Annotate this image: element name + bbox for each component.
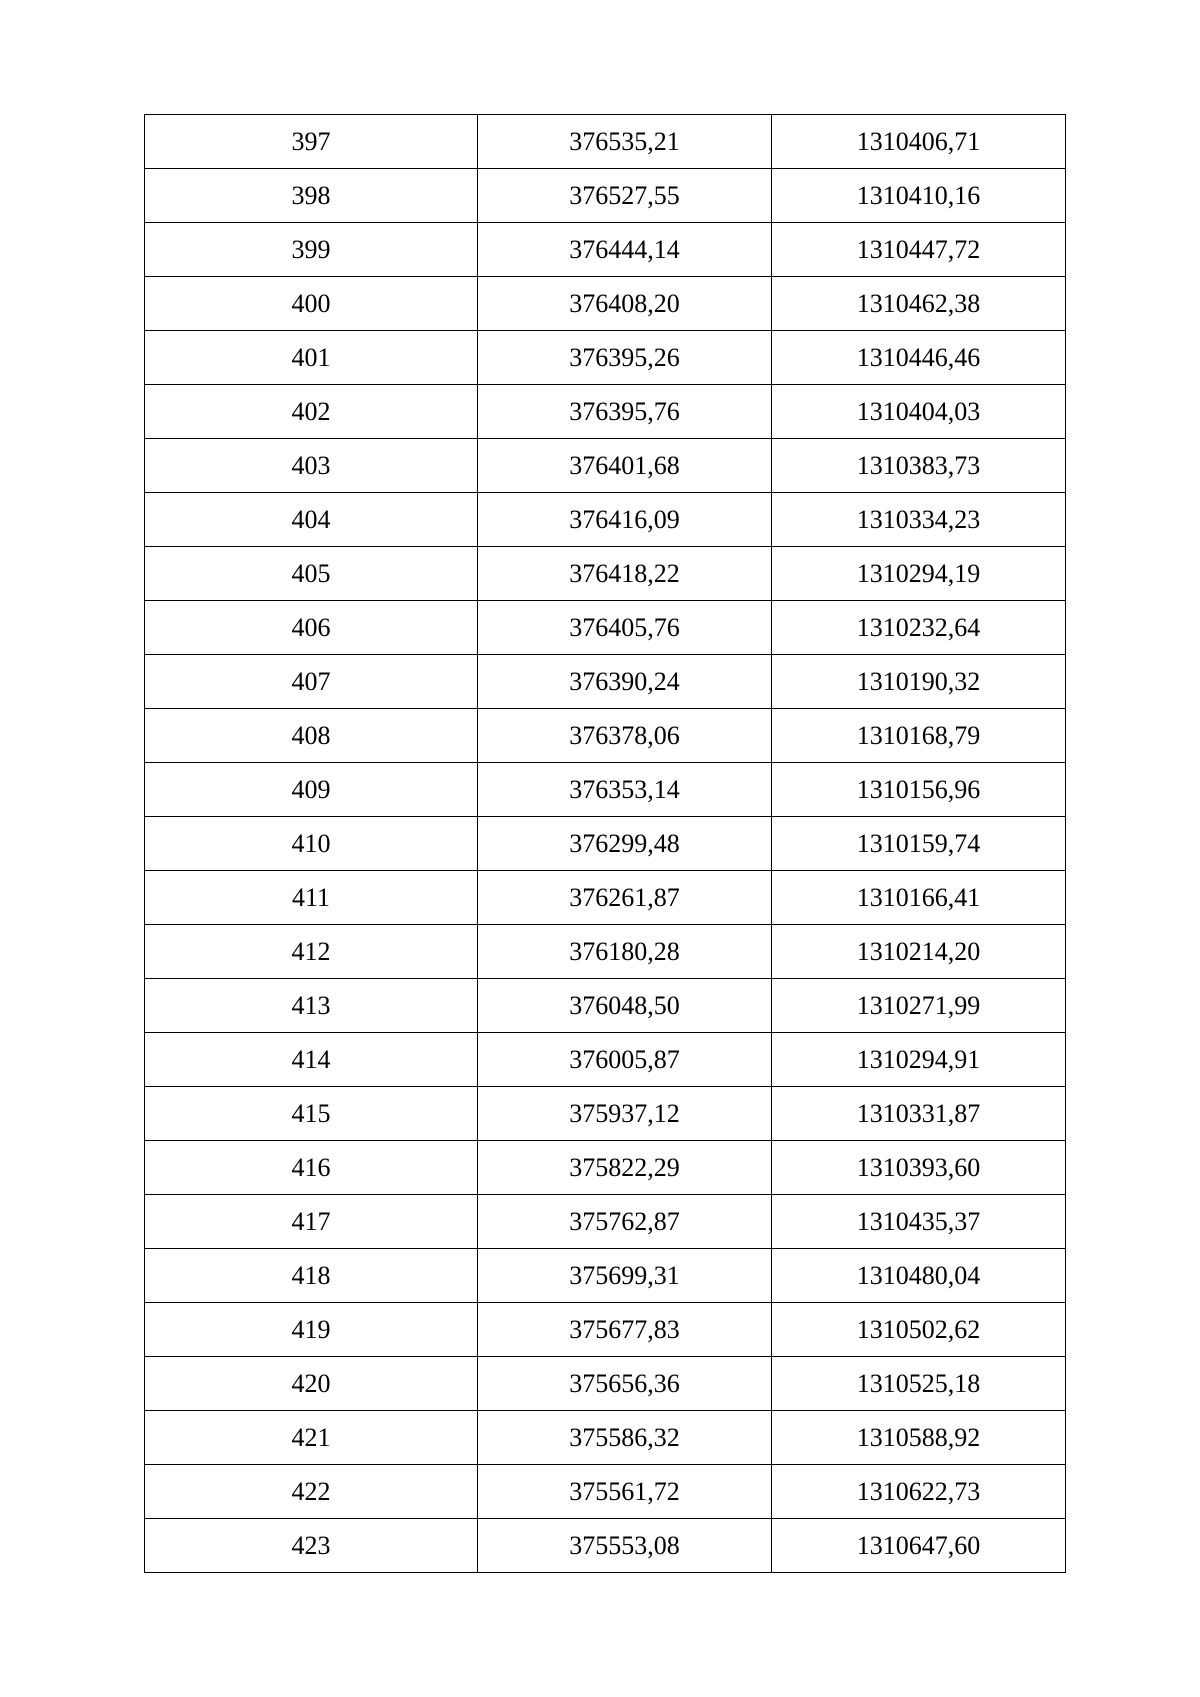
point-number-cell: 400: [145, 277, 478, 331]
x-coordinate-cell: 375762,87: [478, 1195, 772, 1249]
x-coordinate-cell: 376005,87: [478, 1033, 772, 1087]
x-coordinate-cell: 375822,29: [478, 1141, 772, 1195]
y-coordinate-cell: 1310383,73: [772, 439, 1066, 493]
point-number-cell: 414: [145, 1033, 478, 1087]
y-coordinate-cell: 1310406,71: [772, 115, 1066, 169]
y-coordinate-cell: 1310271,99: [772, 979, 1066, 1033]
x-coordinate-cell: 376535,21: [478, 115, 772, 169]
y-coordinate-cell: 1310334,23: [772, 493, 1066, 547]
point-number-cell: 401: [145, 331, 478, 385]
y-coordinate-cell: 1310622,73: [772, 1465, 1066, 1519]
table-row: [145, 331, 1066, 385]
point-number-cell: 409: [145, 763, 478, 817]
coordinates-table: [144, 114, 1066, 1573]
table-row: [145, 601, 1066, 655]
x-coordinate-cell: 375656,36: [478, 1357, 772, 1411]
point-number-cell: 423: [145, 1519, 478, 1573]
y-coordinate-cell: 1310232,64: [772, 601, 1066, 655]
point-number-cell: 411: [145, 871, 478, 925]
table-row: [145, 1195, 1066, 1249]
point-number-cell: 404: [145, 493, 478, 547]
table-row: [145, 1519, 1066, 1573]
y-coordinate-cell: 1310156,96: [772, 763, 1066, 817]
y-coordinate-cell: 1310462,38: [772, 277, 1066, 331]
point-number-cell: 419: [145, 1303, 478, 1357]
table-row: [145, 385, 1066, 439]
point-number-cell: 413: [145, 979, 478, 1033]
y-coordinate-cell: 1310331,87: [772, 1087, 1066, 1141]
y-coordinate-cell: 1310588,92: [772, 1411, 1066, 1465]
y-coordinate-cell: 1310447,72: [772, 223, 1066, 277]
y-coordinate-cell: 1310166,41: [772, 871, 1066, 925]
table-row: [145, 1303, 1066, 1357]
point-number-cell: 402: [145, 385, 478, 439]
y-coordinate-cell: 1310435,37: [772, 1195, 1066, 1249]
table-row: [145, 709, 1066, 763]
y-coordinate-cell: 1310446,46: [772, 331, 1066, 385]
table-row: [145, 169, 1066, 223]
table-row: [145, 1465, 1066, 1519]
x-coordinate-cell: 376353,14: [478, 763, 772, 817]
y-coordinate-cell: 1310190,32: [772, 655, 1066, 709]
x-coordinate-cell: 376444,14: [478, 223, 772, 277]
point-number-cell: 407: [145, 655, 478, 709]
x-coordinate-cell: 376261,87: [478, 871, 772, 925]
y-coordinate-cell: 1310168,79: [772, 709, 1066, 763]
y-coordinate-cell: 1310502,62: [772, 1303, 1066, 1357]
x-coordinate-cell: 376390,24: [478, 655, 772, 709]
y-coordinate-cell: 1310294,91: [772, 1033, 1066, 1087]
x-coordinate-cell: 375561,72: [478, 1465, 772, 1519]
x-coordinate-cell: 375937,12: [478, 1087, 772, 1141]
point-number-cell: 418: [145, 1249, 478, 1303]
point-number-cell: 406: [145, 601, 478, 655]
coordinates-table-body: [145, 115, 1066, 1573]
table-row: [145, 115, 1066, 169]
point-number-cell: 399: [145, 223, 478, 277]
x-coordinate-cell: 376527,55: [478, 169, 772, 223]
y-coordinate-cell: 1310294,19: [772, 547, 1066, 601]
table-row: [145, 925, 1066, 979]
table-row: [145, 493, 1066, 547]
point-number-cell: 421: [145, 1411, 478, 1465]
y-coordinate-cell: 1310647,60: [772, 1519, 1066, 1573]
point-number-cell: 408: [145, 709, 478, 763]
point-number-cell: 412: [145, 925, 478, 979]
x-coordinate-cell: 376418,22: [478, 547, 772, 601]
y-coordinate-cell: 1310214,20: [772, 925, 1066, 979]
table-row: [145, 277, 1066, 331]
y-coordinate-cell: 1310410,16: [772, 169, 1066, 223]
x-coordinate-cell: 376408,20: [478, 277, 772, 331]
table-row: [145, 223, 1066, 277]
x-coordinate-cell: 376299,48: [478, 817, 772, 871]
point-number-cell: 397: [145, 115, 478, 169]
x-coordinate-cell: 375699,31: [478, 1249, 772, 1303]
table-row: [145, 1411, 1066, 1465]
x-coordinate-cell: 376395,76: [478, 385, 772, 439]
table-row: [145, 763, 1066, 817]
x-coordinate-cell: 376378,06: [478, 709, 772, 763]
x-coordinate-cell: 376416,09: [478, 493, 772, 547]
x-coordinate-cell: 375677,83: [478, 1303, 772, 1357]
point-number-cell: 417: [145, 1195, 478, 1249]
x-coordinate-cell: 376395,26: [478, 331, 772, 385]
x-coordinate-cell: 376048,50: [478, 979, 772, 1033]
table-row: [145, 979, 1066, 1033]
point-number-cell: 403: [145, 439, 478, 493]
table-row: [145, 817, 1066, 871]
x-coordinate-cell: 376405,76: [478, 601, 772, 655]
table-row: [145, 1087, 1066, 1141]
x-coordinate-cell: 375586,32: [478, 1411, 772, 1465]
table-row: [145, 1033, 1066, 1087]
point-number-cell: 415: [145, 1087, 478, 1141]
x-coordinate-cell: 376401,68: [478, 439, 772, 493]
y-coordinate-cell: 1310525,18: [772, 1357, 1066, 1411]
point-number-cell: 422: [145, 1465, 478, 1519]
y-coordinate-cell: 1310393,60: [772, 1141, 1066, 1195]
x-coordinate-cell: 376180,28: [478, 925, 772, 979]
point-number-cell: 410: [145, 817, 478, 871]
y-coordinate-cell: 1310480,04: [772, 1249, 1066, 1303]
table-row: [145, 439, 1066, 493]
table-row: [145, 1357, 1066, 1411]
point-number-cell: 398: [145, 169, 478, 223]
table-row: [145, 1141, 1066, 1195]
table-row: [145, 655, 1066, 709]
y-coordinate-cell: 1310404,03: [772, 385, 1066, 439]
table-row: [145, 871, 1066, 925]
table-row: [145, 1249, 1066, 1303]
table-row: [145, 547, 1066, 601]
point-number-cell: 420: [145, 1357, 478, 1411]
x-coordinate-cell: 375553,08: [478, 1519, 772, 1573]
point-number-cell: 405: [145, 547, 478, 601]
y-coordinate-cell: 1310159,74: [772, 817, 1066, 871]
point-number-cell: 416: [145, 1141, 478, 1195]
